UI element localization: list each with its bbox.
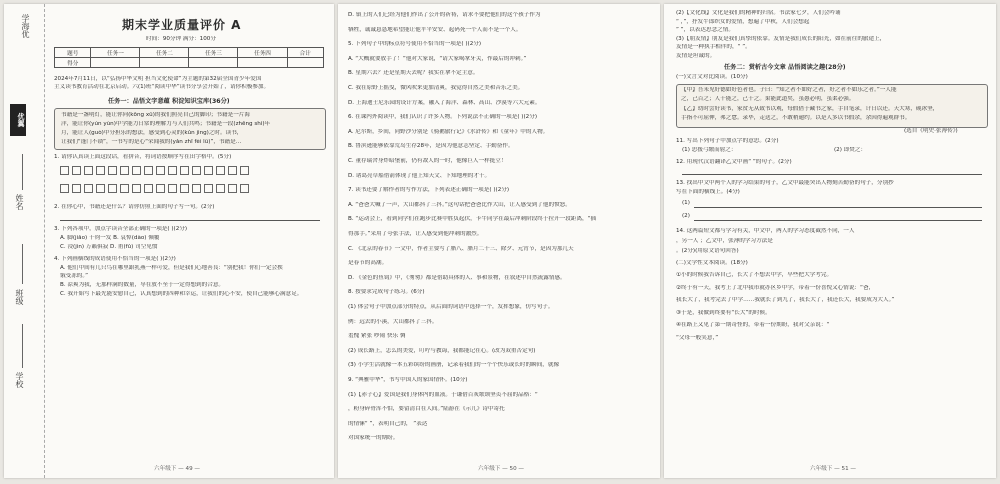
score-header-cell: 题号: [55, 48, 91, 58]
score-header-cell: 任务四: [238, 48, 287, 58]
reading2-line: ④在路上又见了第一期奇怪的，带着一份期盼，我对父亲说：“: [676, 322, 830, 328]
q4-option-c: C. 我开始写下最先能安慰自己，认真想到的四种和幸运，让我们的心不安，使自己能够心满意足。: [60, 291, 303, 297]
page2-line: A. “爸爸大喊了一声，大山都抖了三抖。”这句话把爸爸比作大山，让人感受到了他的愤怒。: [348, 201, 571, 208]
scroll-line: 洋，能让你(yún yùn)中学能力日常的理解力与人们共鸣；书籍是一段(zhēng shì)年: [61, 121, 271, 127]
reading2-intro: (二)文学性文本阅读。(18分): [676, 260, 748, 266]
q4-option-b: B. 凉爽为我，无那样满的数量，导在放不至于一定得想到的合意。: [60, 282, 225, 288]
page2-line: 得那手。”采用了夸张手法，让人感受到他冲刺的激烈。: [348, 231, 483, 237]
score-header-cell: 任务二: [140, 48, 189, 58]
question-12: 12. 用现代汉语翻译乙文中画“ ”的句子。(2分): [676, 159, 792, 165]
question-11: 11. 写出下列句子中加点字的意思。(2分): [676, 138, 779, 144]
scroll-line: 让我们“蓬门不锁”，一书写的是心“荣闻我的(yǎn zhī fèi lǜ)”，书籍是…: [61, 139, 242, 145]
task1-heading: 任务一：品悟文字意蕴 积淀知识宝库(36分): [108, 98, 230, 105]
intro-line-2: 主义读书教育活动在北京启动。六(1)班“阅读中华”读书分享会开始了，请你积极参加。: [54, 84, 270, 90]
question-14-cont: ，另一人 ；乙文中，张溥的学习方法是: [676, 238, 773, 244]
page2-line: 8. 按要求完成句子练习。(6分): [348, 289, 425, 296]
page2-line: 牺牲，诚诚恳恳地希望能让他平平安安、起码死一个人而不是一个人。: [348, 26, 522, 33]
score-input-cell[interactable]: [238, 58, 287, 68]
reading2-line: ②终于有一天，我考上了北中我市就办区乡中学，带着一份喜悦又心情说：“爸，: [676, 284, 875, 291]
page2-line: C. 董存瑞舍身炸暗堡前，仍有敌人的一时，他像巨人一样挺立！: [348, 158, 507, 164]
question-13: 13. 找出甲文中两个人的学习结果的句子，乙文中最能突出人物刻苦勤奋的句子，分别抄: [676, 180, 894, 186]
task2-heading: 任务二：赏析古今文章 品悟阅读之趣(28分): [724, 64, 846, 71]
passage-line: 手指不可屈伸，弗之怠。录毕，走送之，不敢稍逾约。以是人多以书假余，余因得遍观群书。: [681, 115, 911, 121]
passage-line: 之，己百之；人十能之，己千之。果能此道矣，虽愚必明，虽柔必强。: [681, 96, 855, 102]
answer-line[interactable]: [694, 220, 982, 221]
score-input-cell[interactable]: [287, 58, 324, 68]
tianzige-row-1[interactable]: [60, 166, 249, 175]
page2-line: 5. 下列句子中的标点符号使用不恰当的一项是( )(2分): [348, 41, 482, 48]
page-footer: 六年级下 — 51 —: [810, 466, 857, 472]
scroll-line: 月，能让人(guò)中分担乐的想法，感受到心灵的(kǔn jìng)之时。读书，: [61, 130, 243, 136]
page2-line: 是春节的高潮。: [348, 260, 388, 267]
page2-line: C. 我在原野上摇曳，微风吹来更加清爽，我觉得自然之美和音乐之美。: [348, 85, 524, 91]
score-row-label: 得分: [55, 58, 91, 68]
page3-top-line: 友情是一种执手相伴的，“ ”。: [676, 44, 751, 50]
score-table: [54, 47, 324, 68]
class-label: 班级: [15, 289, 24, 305]
question-14: 14. 这两篇短文都与学习有关，甲文中，两人的学习态度截然不同，一人: [676, 228, 855, 234]
question-1: 1. 请你认真读上面这段话，看拼音，将词语按顺序写在田字格中。(5分): [54, 154, 232, 160]
brand-logo: 优翼: [10, 104, 26, 136]
exam-meta: 时间：90分钟 满分：100分: [146, 36, 216, 42]
score-header-cell: 任务三: [189, 48, 238, 58]
name-line[interactable]: [22, 154, 23, 190]
page2-line: B. 星期六去？还是星期天去呢？我实在拿不定主意。: [348, 70, 479, 77]
q4-stem: 4. 下列画横线的成语使用不恰当的一项是( )(2分): [54, 256, 176, 262]
page2-line: 例：远去的小溪，大山都抖了三抖。: [348, 318, 438, 325]
school-label: 学校: [15, 372, 24, 388]
page2-line: 对国家统一的期盼。: [348, 435, 399, 442]
page2-line: B. 鲁滨逊能够依靠荒岛生存28年，是因为他意志坚定、手勤奋作。: [348, 143, 514, 150]
reading2-line: ①小的时候我告诉自己，长大了不想去中学，早些把大学考完。: [676, 272, 833, 278]
page2-line: 的情愫“ ”，表明自己的， ”表达: [348, 420, 428, 427]
q4-option-a: A. 他们中间有几只鸟在哪里跟乳燕一样可爱，但是我们心地善良：“别把我！你们一定会挨: [60, 265, 283, 271]
q13-item-1: (1): [682, 200, 690, 206]
reading-scroll: [54, 108, 326, 150]
page2-line: (3) 小学生活就像一本五彩缤纷的画册，记录着我们的一个个快乐或长时的瞬间，就像: [348, 362, 560, 369]
exam-page-1: [4, 4, 334, 478]
score-input-cell[interactable]: [140, 58, 189, 68]
page3-top-line: ” ”，以表达思念之情。: [676, 27, 734, 33]
page3-top-line: (2)【文化线】文化是我们的精神的归宿。书法家七夕，人们会吟诵: [676, 10, 841, 16]
page3-top-line: 友情是坦诚的。: [676, 52, 716, 59]
page2-line: B. “运动会上，看到同学们在跑步比赛中胜负起伏，卡牛同学在最后冲刺阶段终于拉开一段距离，“插: [348, 216, 597, 223]
score-header-cell: 合计: [287, 48, 324, 58]
intro-line-1: 2024年7月11日，以“弘扬中华文明 担当文化使命”为主题的第32届全国青少年爱国: [54, 76, 262, 82]
question-14-note: 。(2分)(用原文语句回答): [676, 248, 739, 254]
q3-options-cd: C. 浸(jìn) 万籁俱寂 D. 甫(fǔ) 司空见惯: [60, 244, 158, 250]
page2-line: D. 《金色的鱼钩》中，《匆匆》都是借助具体的人、事和景物，在叙述中自然流露情感。: [348, 274, 566, 281]
reading1-intro: (一)文言文对比阅读。(10分): [676, 74, 748, 80]
question-2: 2. 在你心中，书籍还是什么？请你仿照上面的句子写一句。(2分): [54, 204, 215, 210]
q3-stem: 3. 下列各项中，加点字读音全部正确的一项是( )(2分): [54, 226, 188, 232]
passage-line: 【乙】幼时尝好读书，家贫无从致书以观，每假借于藏书之家，手自笔录，计日以还。天大寒，砚冰坚，: [681, 106, 939, 112]
page2-line: C. 《北京的春节》一文中，作者主要写了腊八、腊月二十三、除夕、元宵节，是因为那几天: [348, 245, 574, 252]
page2-line: (2) 成长路上，怎么的美爱，叮咛与教诲，我都能记在心。(改为双重否定句): [348, 347, 536, 354]
passage-line: 【甲】吾未见好德如好色者也。子曰：“知之者不如好之者，好之者不如乐之者。”一人能: [681, 87, 897, 93]
page2-line: 7. 读书还要了解作者的写作方法，下列表述正确的一项是( )(2分): [348, 187, 510, 194]
source-note: (选自《明史·张溥传》): [904, 128, 958, 134]
page2-line: D. 诸葛亮草船借箭体现了他上知天文、下知地理的才干。: [348, 172, 491, 179]
page2-line: 9. “典雅中华”，书写中国人的家国情怀。(10分): [348, 377, 468, 383]
q11-item-2: (2) 即焚之：: [834, 147, 867, 153]
class-line[interactable]: [22, 244, 23, 284]
q4-option-a-cont: 饿受冻的。”: [60, 273, 89, 279]
page2-line: 6. 在课内外阅读中，我们认识了许多人物。下列说法不正确的一项是( )(2分): [348, 114, 537, 121]
exam-title: 期末学业质量评价 A: [122, 18, 242, 32]
page-footer: 六年级下 — 50 —: [478, 466, 525, 472]
classical-passages: [676, 84, 988, 128]
page-footer: 六年级下 — 49 —: [154, 466, 201, 472]
page2-line: D. 上海迪士尼乐园的设计方案，融入了海洋、森林、高山、沙漠等六大元素。: [348, 99, 541, 106]
score-header-cell: 任务一: [91, 48, 140, 58]
page2-line: (1)【赤子心】爱国是我们身体内的血液。于谦借百灰歌颂坚贞不屈的品格：“: [348, 391, 538, 398]
q11-item-1: (1) 思援弓缴而射之：: [682, 147, 737, 153]
reading2-line: ③于是，我做到终要有“长大”的时候。: [676, 309, 771, 316]
name-label: 姓名: [15, 194, 24, 210]
binding-margin: [4, 4, 45, 478]
tianzige-row-2[interactable]: [60, 184, 249, 193]
reading2-line: 我长大了，我考完去了中学……我就长了到九了，我长大了，我还长大，我要成为大人。”: [676, 297, 895, 303]
reading2-line: “父母一般笑意，”: [676, 334, 719, 341]
scroll-line: 书籍是一盏明灯，能让你向(kōng xū)的我们照亮自己的脚印；书籍是一片海: [61, 112, 250, 118]
answer-line[interactable]: [694, 207, 982, 208]
page2-line: A. 尼尔斯，乡间，同野沙分别是《骑鹅旅行记》《水浒传》和《童年》中的人物。: [348, 128, 549, 135]
page2-line: (1) 体会句子中加点部分的特点，从后面的词语中选择一个，发挥想象，仿写句子。: [348, 304, 554, 310]
question-13-cont: 写在下面的横线上。(4分): [676, 189, 740, 195]
page2-line: A. “大概就要放手了！”他对大家说，“请大家喝掌牙关，作最后的冲刺。”: [348, 55, 527, 62]
page2-line: D. 镇上的人们已经为他们作出了公开的祈祷，请求不要把他们的这个孩子作为: [348, 12, 541, 18]
page3-top-line: (3)【朋友情】朋友是我们真挚的依靠。友情是我们成长的阳光，如在前往的旅途上，: [676, 35, 886, 42]
school-line[interactable]: [22, 324, 23, 368]
page2-line: ，粉身碎骨浑不怕，要留清白在人间。”陆游在《示儿》诗中寄托: [348, 406, 505, 413]
page2-line: 羞愧 紧张 吵闹 快乐 惆: [348, 333, 406, 340]
score-input-cell[interactable]: [91, 58, 140, 68]
score-input-cell[interactable]: [189, 58, 238, 68]
top-side-label: 学海优: [21, 14, 30, 38]
q13-item-2: (2): [682, 213, 690, 219]
q3-options-ab: A. 脚(jiǎo) 千钧一发 B. 哀悼(dào) 倾覆: [60, 235, 160, 241]
page3-top-line: “ ，”，抒发牛郎织女的爱情，想遍了中秋，人们会想起: [676, 18, 810, 25]
answer-line[interactable]: [682, 174, 982, 175]
exam-page-2: [338, 4, 660, 478]
exam-page-3: [664, 4, 996, 478]
answer-line[interactable]: [60, 220, 320, 221]
